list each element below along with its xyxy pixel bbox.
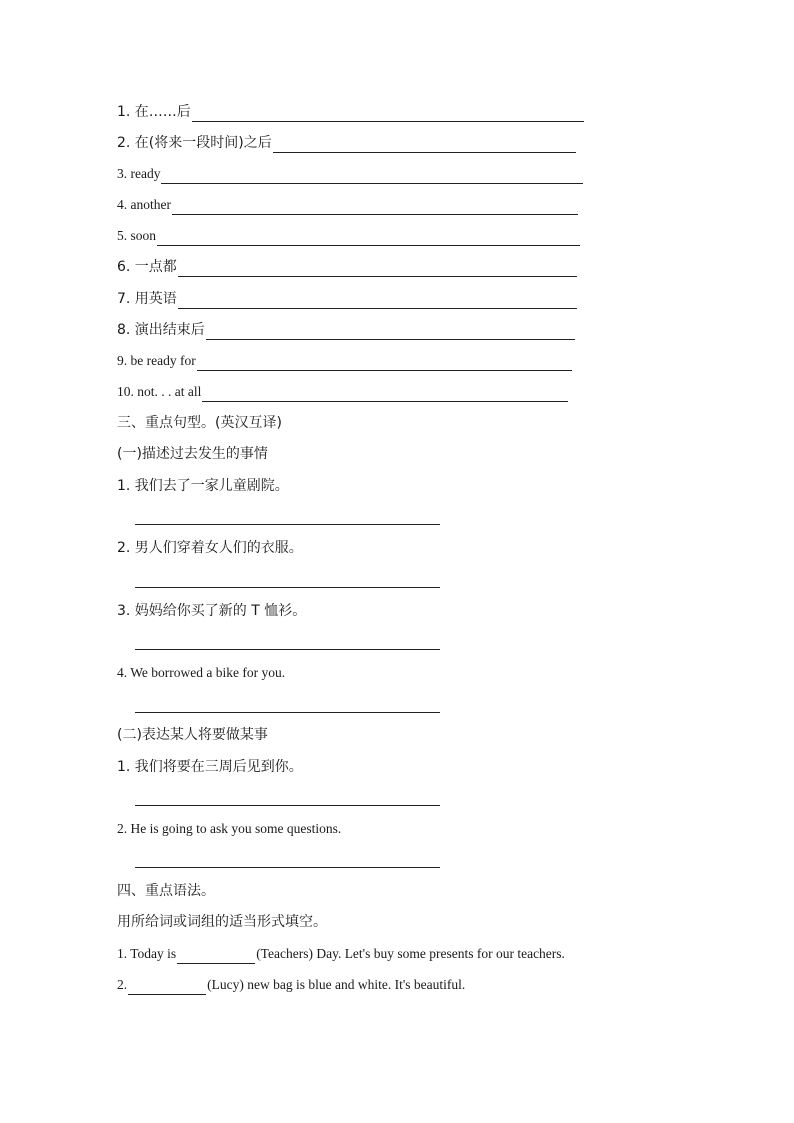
question-suffix: (Lucy) new bag is blue and white. It's beautiful.: [207, 977, 466, 992]
vocab-item-1: [117, 102, 584, 122]
vocab-text: 10. not. . . at all: [117, 384, 202, 399]
question-prefix: 1. Today is: [117, 946, 177, 961]
answer-blank[interactable]: [206, 325, 575, 340]
answer-blank[interactable]: [202, 387, 568, 402]
section-heading: 四、重点语法。: [117, 883, 215, 899]
section-heading: 三、重点句型。(英汉互译): [117, 415, 282, 431]
vocab-text: 3. ready: [117, 166, 161, 181]
vocab-item-8: [117, 320, 575, 340]
vocab-text: 6. 一点都: [117, 259, 177, 275]
answer-blank[interactable]: [178, 262, 577, 277]
instruction-text: 用所给词或词组的适当形式填空。: [117, 914, 327, 930]
vocab-item-7: [117, 289, 577, 309]
vocab-text: 1. 在……后: [117, 104, 191, 120]
vocab-item-9: [117, 351, 572, 371]
answer-line[interactable]: [135, 524, 440, 525]
answer-blank[interactable]: [161, 169, 583, 184]
vocab-item-6: [117, 257, 577, 277]
fill-blank[interactable]: [177, 949, 255, 964]
answer-blank[interactable]: [157, 231, 580, 246]
grammar-question-1: [117, 944, 565, 964]
question-prefix: 2.: [117, 977, 128, 992]
vocab-text: 7. 用英语: [117, 291, 177, 307]
question-suffix: (Teachers) Day. Let's buy some presents for our teachers.: [256, 946, 565, 961]
answer-blank[interactable]: [178, 294, 577, 309]
vocab-item-5: [117, 226, 580, 246]
answer-line[interactable]: [135, 805, 440, 806]
answer-blank[interactable]: [192, 107, 584, 122]
vocab-text: 2. 在(将来一段时间)之后: [117, 135, 272, 151]
sentence-prompt: 1. 我们将要在三周后见到你。: [117, 759, 303, 775]
answer-blank[interactable]: [273, 138, 576, 153]
subsection-title: (二)表达某人将要做某事: [117, 727, 268, 743]
subsection-title: (一)描述过去发生的事情: [117, 446, 268, 462]
fill-blank[interactable]: [128, 980, 206, 995]
answer-line[interactable]: [135, 712, 440, 713]
sentence-prompt: 2. He is going to ask you some questions.: [117, 821, 342, 836]
grammar-question-2: [117, 975, 465, 995]
sentence-prompt: 3. 妈妈给你买了新的 T 恤衫。: [117, 603, 307, 619]
vocab-item-3: [117, 164, 583, 184]
vocab-text: 8. 演出结束后: [117, 322, 205, 338]
vocab-item-4: [117, 195, 578, 215]
vocab-text: 5. soon: [117, 228, 157, 243]
answer-blank[interactable]: [172, 200, 578, 215]
answer-line[interactable]: [135, 587, 440, 588]
vocab-item-10: [117, 382, 568, 402]
answer-line[interactable]: [135, 867, 440, 868]
vocab-item-2: [117, 133, 576, 153]
vocab-text: 9. be ready for: [117, 353, 196, 368]
sentence-prompt: 1. 我们去了一家儿童剧院。: [117, 478, 289, 494]
answer-blank[interactable]: [197, 356, 572, 371]
sentence-prompt: 4. We borrowed a bike for you.: [117, 665, 286, 680]
answer-line[interactable]: [135, 649, 440, 650]
vocab-text: 4. another: [117, 197, 171, 212]
sentence-prompt: 2. 男人们穿着女人们的衣服。: [117, 540, 303, 556]
